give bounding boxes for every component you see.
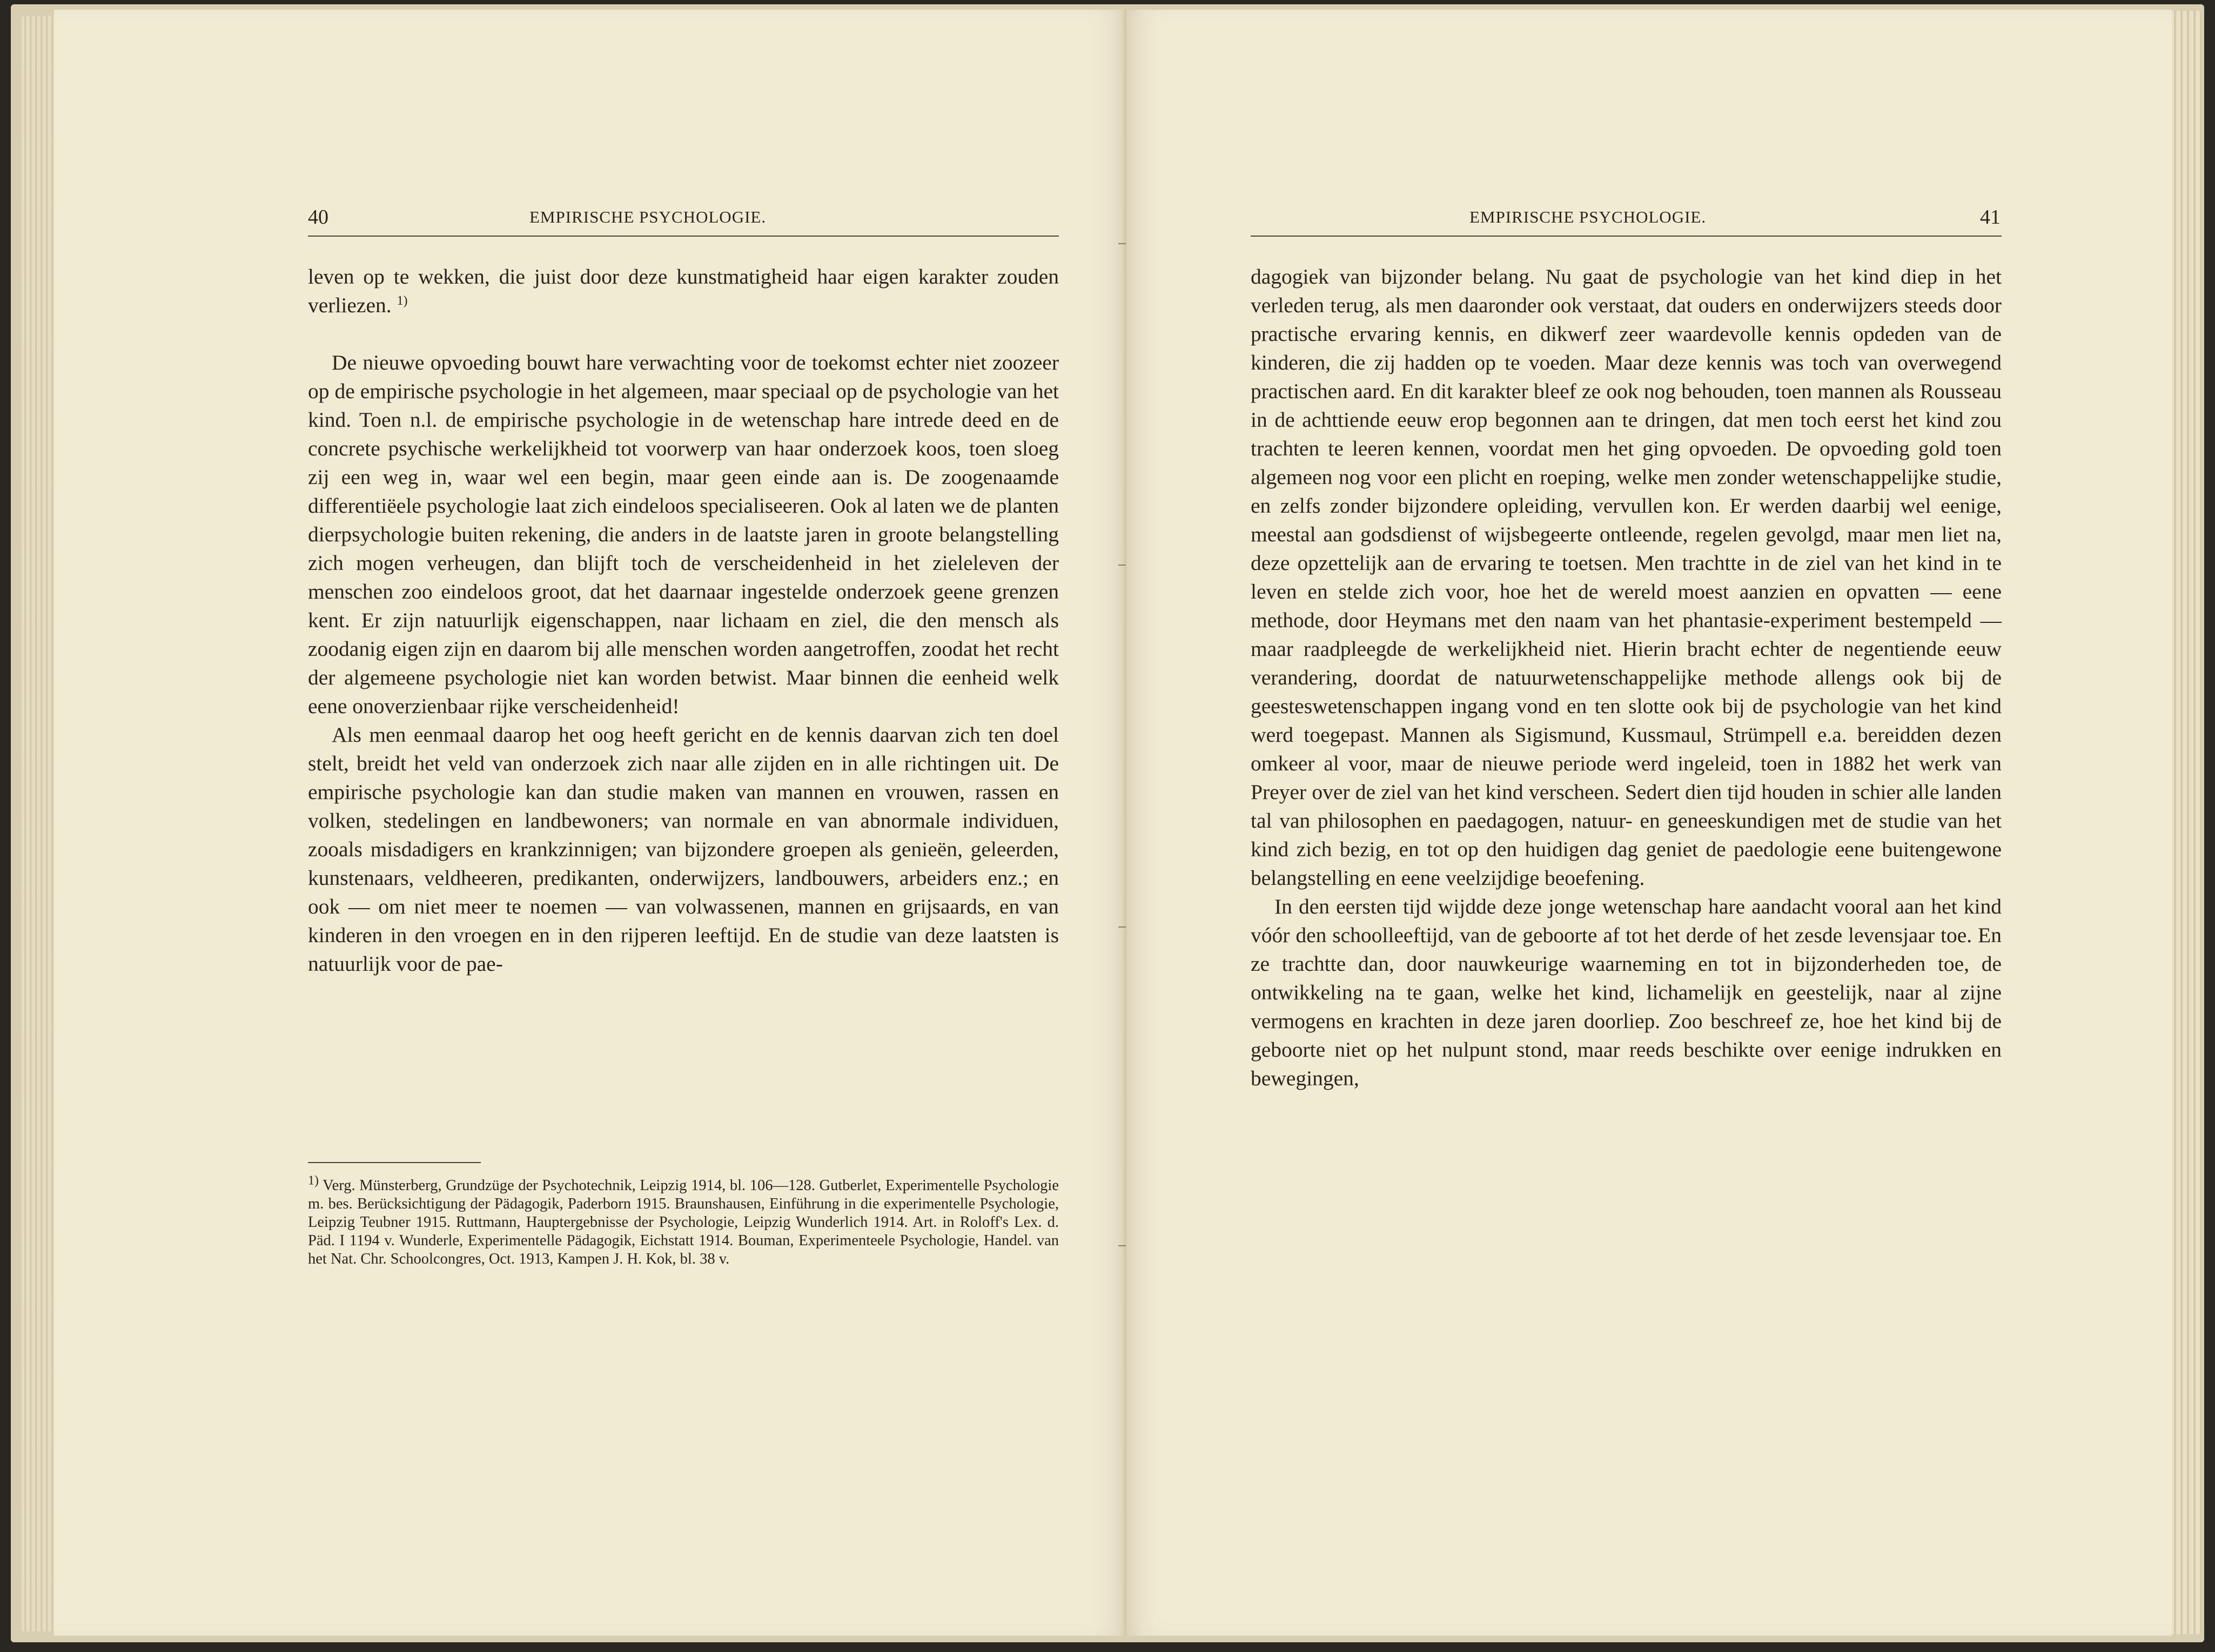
running-head-right [1251, 203, 2002, 237]
paragraph [308, 263, 1059, 320]
left-page [54, 10, 1126, 1636]
running-head-left [308, 203, 1059, 237]
gutter-mark [1118, 1245, 1126, 1246]
paragraph: Als men eenmaal daarop het oog heeft gericht en de kennis daarvan zich ten doel stelt, breidt het veld van onderzoek zich naar alle zijden en in alle richtingen uit. De empirische psychologie kan dan studie maken van mannen en vrouwen, rassen en volken, stedelingen en landbewoners; van normale en van abnormale individuen, zooals misdadigers en krankzinnigen; van bijzondere groepen als genieën, geleerden, kunstenaars, veldheeren, predikanten, onderwijzers, landbouwers, arbeiders enz.; en ook — om niet meer te noemen — van volwassenen, mannen en grijsaards, en van kinderen in den vroegen en in den rijperen leeftijd. En de studie van deze laatsten is natuurlijk voor de pae- [308, 723, 1059, 976]
right-page-edges [2171, 11, 2201, 1634]
paragraph-text: leven op te wekken, die juist door deze kunstmatigheid haar eigen karakter zouden verliezen. [308, 265, 1059, 317]
gutter-mark [1118, 565, 1126, 566]
left-page-edges [22, 16, 56, 1631]
page-number: 41 [1980, 206, 2001, 229]
running-title: EMPIRISCHE PSYCHOLOGIE. [1469, 207, 1707, 226]
footnote-reference: 1) [397, 293, 408, 308]
right-page [1126, 10, 2172, 1636]
paragraph: dagogiek van bijzonder belang. Nu gaat de psychologie van het kind diep in het verleden terug, als men daaronder ook verstaat, dat ouders en onderwijzers steeds door practische ervaring kennis, en dikwerf zeer waardevolle kennis opdeden van de kinderen, die zij hadden op te voeden. Maar deze kennis was toch van overwegend practischen aard. En dit karakter bleef ze ook nog behouden, toen mannen als Rousseau in de achttiende eeuw erop begonnen aan te dringen, dat men toch eerst het kind zou trachten te leeren kennen, voordat men het ging opvoeden. De opvoeding gold toen algemeen nog voor een plicht en roeping, welke men zonder wetenschappelijke studie, en zelfs zonder bijzondere opleiding, vervullen kon. Er werden daarbij wel eenige, meestal aan godsdienst of wijsbegeerte ontleende, regelen gevolgd, maar men liet na, deze opzettelijk aan de ervaring te toetsen. Men trachtte in de ziel van het kind in te leven en stelde zich voor, hoe het de wereld moest aanzien en opvatten — eene methode, door Heymans met den naam van het phantasie-experiment bestempeld — maar raadpleegde de werkelijkheid niet. Hierin bracht echter de negentiende eeuw verandering, doordat de natuurwetenschappelijke methode allengs ook bij de geesteswetenschappen ingang vond en ten slotte ook bij de psychologie van het kind werd toegepast. Mannen als Sigismund, Kussmaul, Strümpell e.a. bereidden dezen omkeer al voor, maar de nieuwe periode werd ingeleid, toen in 1882 het werk van Preyer over de ziel van het kind verscheen. Sedert dien tijd houden in schier alle landen tal van philosophen en paedagogen, natuur- en geneeskundigen met de studie van het kind zich bezig, en tot op den huidigen dag geniet de paedologie eene buitengewone belangstelling en eene veelzijdige beoefening. [1251, 265, 2002, 890]
gutter-mark [1118, 243, 1126, 244]
paragraph: De nieuwe opvoeding bouwt hare verwachting voor de toekomst echter niet zoozeer op de empirische psychologie in het algemeen, maar speciaal op de psychologie van het kind. Toen n.l. de empirische psychologie in de wetenschap hare intrede deed en de concrete psychische werkelijkheid tot voorwerp van haar onderzoek koos, toen sloeg zij een weg in, waar wel een begin, maar geen einde aan is. De zoogenaamde differentiëele psychologie laat zich eindeloos specialiseeren. Ook al laten we de planten dierpsychologie buiten rekening, die anders in de laatste jaren in groote belangstelling zich mogen verheugen, dan blijft toch de verscheidenheid in het zieleleven der menschen zoo eindeloos groot, dat het daarnaar ingestelde onderzoek geene grenzen kent. Er zijn natuurlijk eigenschappen, naar lichaam en ziel, die den mensch als zoodanig eigen zijn en daarom bij alle menschen worden aangetroffen, zoodat het recht der algemeene psychologie niet kan worden betwist. Maar binnen die eenheid welk eene onoverzienbaar rijke verscheidenheid! [308, 351, 1059, 718]
gutter-mark [1118, 926, 1126, 928]
right-body-text [1251, 263, 2002, 1093]
footnote-marker: 1) [308, 1173, 319, 1188]
paragraph: In den eersten tijd wijdde deze jonge wetenschap hare aandacht vooral aan het kind vóór den schoolleeftijd, van de geboorte af tot het derde of het zesde levensjaar toe. En ze trachtte dan, door nauwkeurige waarneming en tot in bijzonderheden toe, de ontwikkeling na te gaan, welke het kind, lichamelijk en geestelijk, naar al zijne vermogens en krachten in deze jaren doorliep. Zoo beschreef ze, hoe het kind bij de geboorte niet op het nulpunt stond, maar reeds beschikte over eenige indrukken en bewegingen, [1251, 895, 2002, 1090]
running-title: EMPIRISCHE PSYCHOLOGIE. [529, 207, 767, 226]
page-number: 40 [308, 206, 328, 229]
left-body-text [308, 263, 1059, 978]
footnote-rule [308, 1162, 481, 1163]
footnote-text: Verg. Münsterberg, Grundzüge der Psychotechnik, Leipzig 1914, bl. 106—128. Gutberlet, Experimentelle Psychologie m. bes. Berücksichtigung der Pädagogik, Paderborn 1915. Braunshausen, Einführung in die experimentelle Psychologie, Leipzig Teubner 1915. Ruttmann, Hauptergebnisse der Psychologie, Leipzig Wunderlich 1914. Art. in Roloff's Lex. d. Päd. I 1194 v. Wunderle, Experimentelle Pädagogik, Eichstatt 1914. Bouman, Experimenteele Psychologie, Handel. van het Nat. Chr. Schoolcongres, Oct. 1913, Kampen J. H. Kok, bl. 38 v. [308, 1177, 1059, 1267]
footnote [308, 1173, 1059, 1268]
